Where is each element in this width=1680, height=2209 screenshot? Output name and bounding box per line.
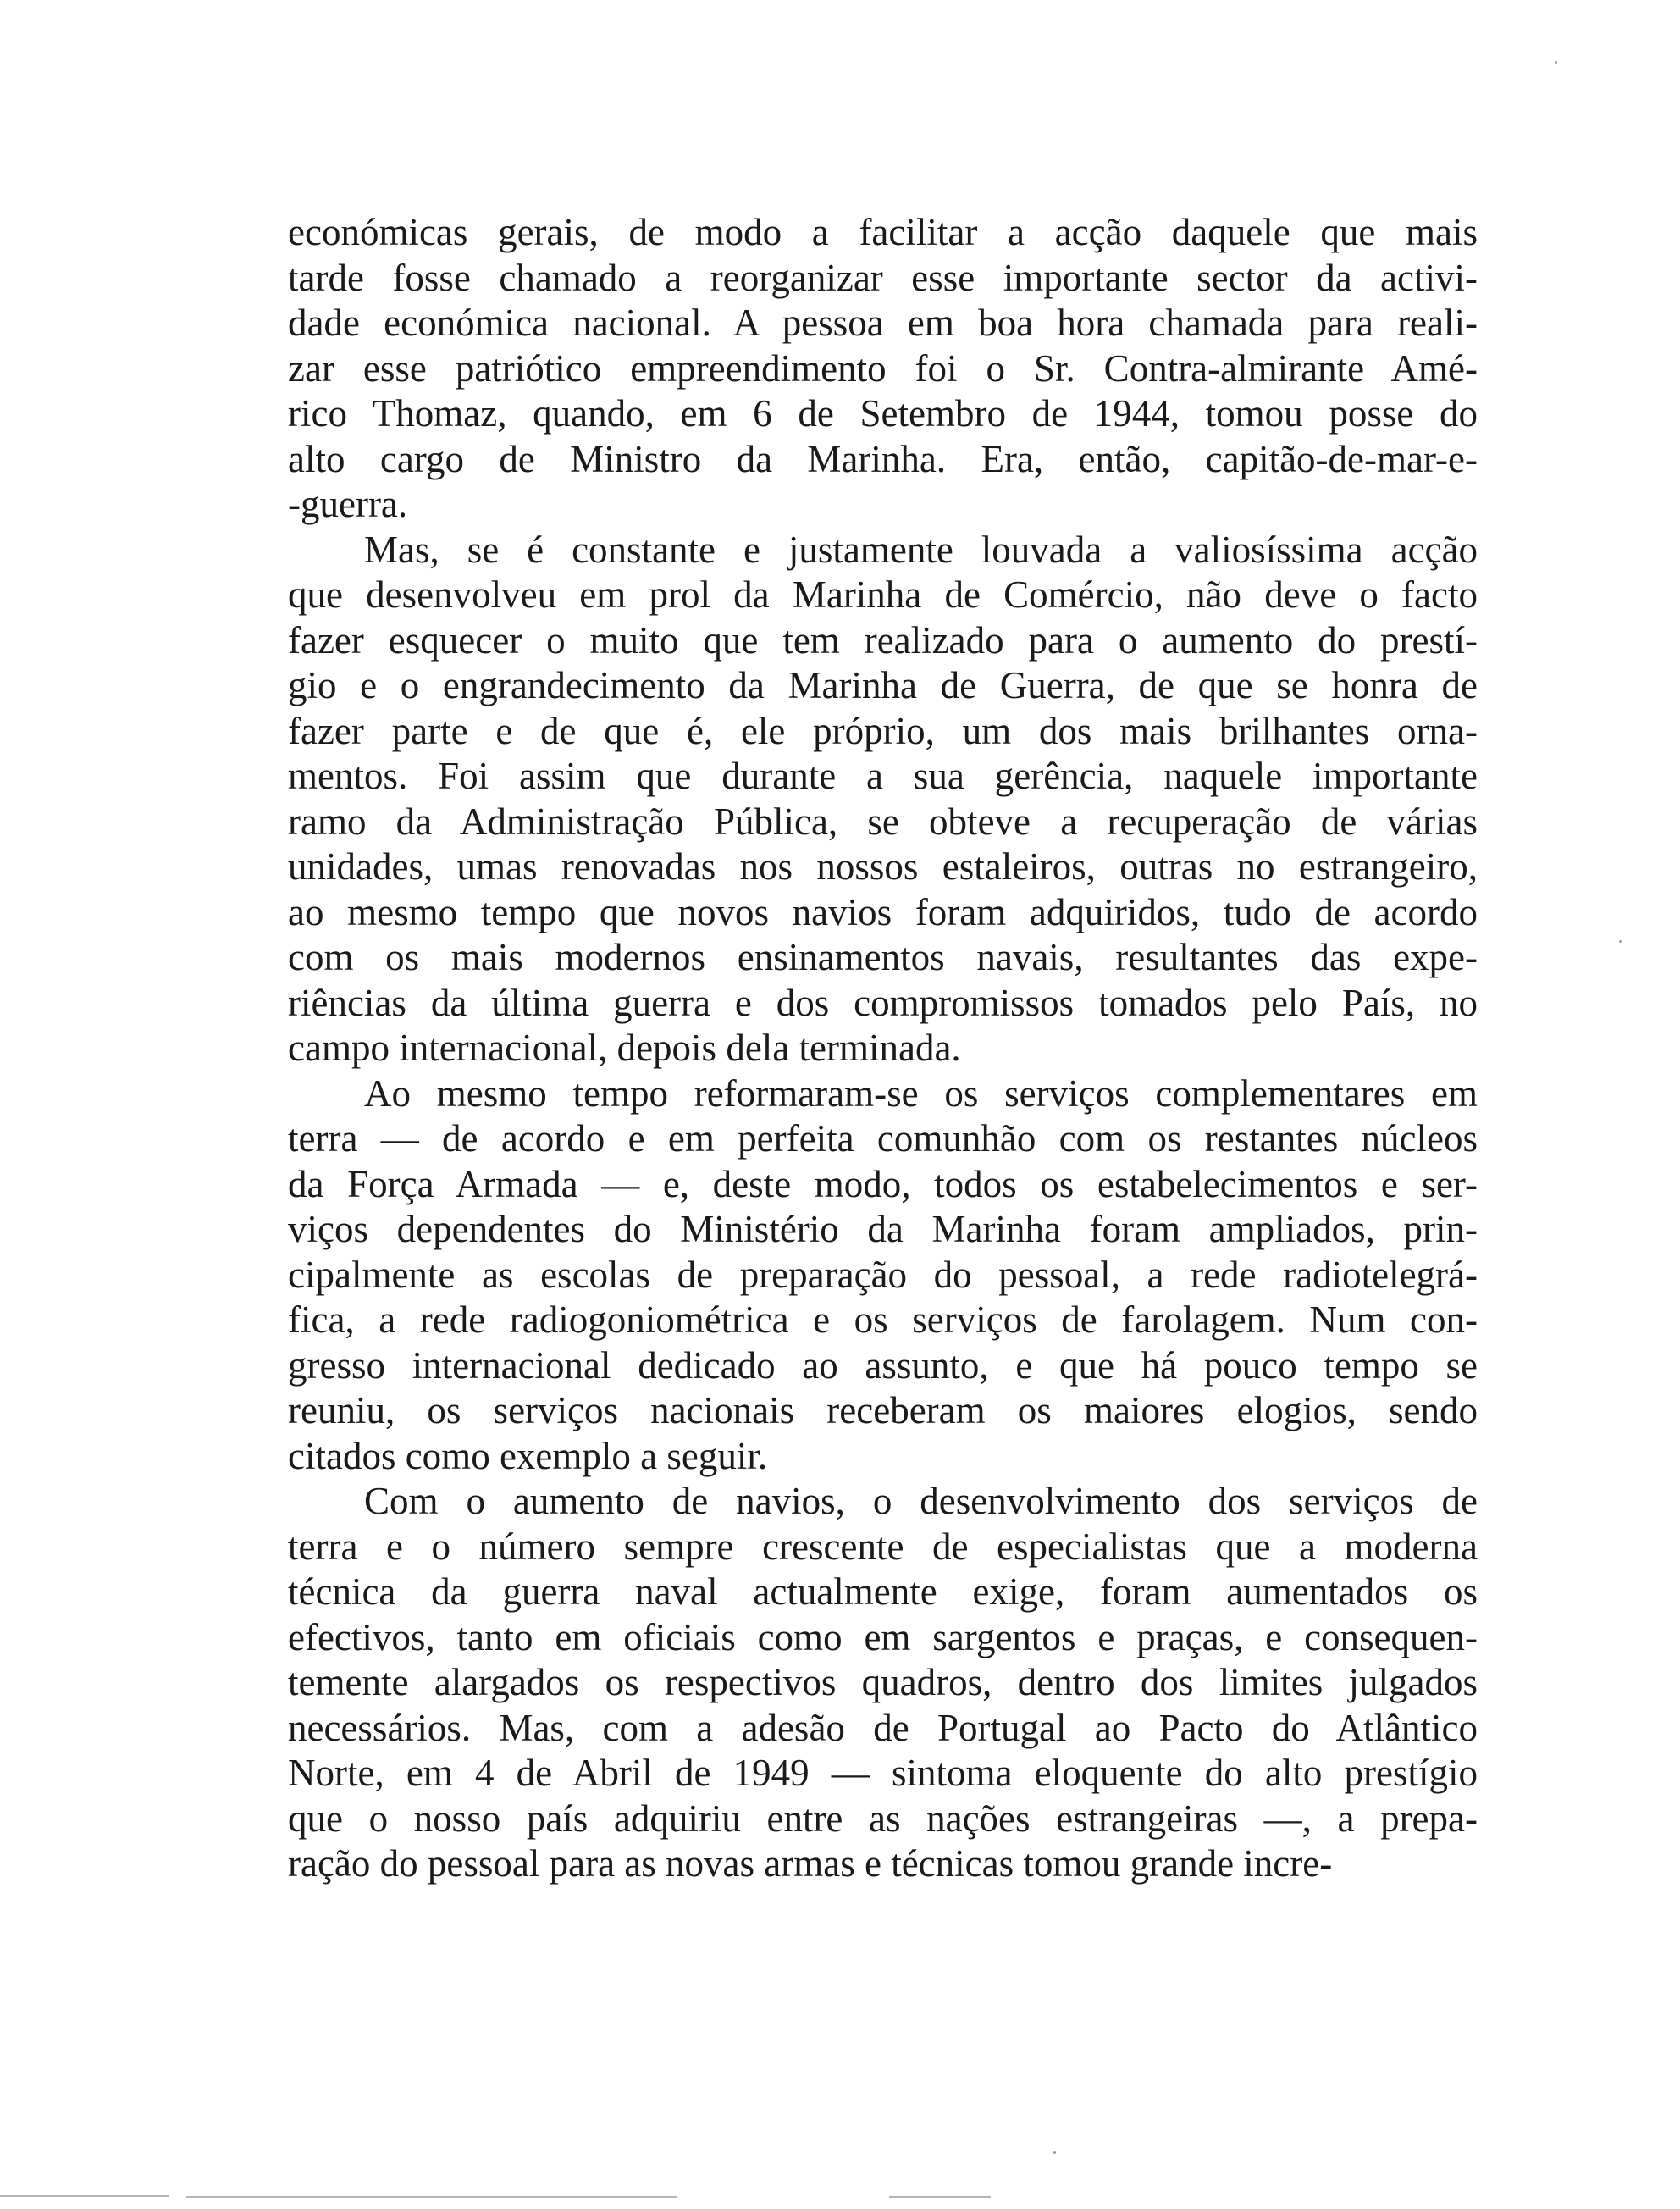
text-line: ramo da Administração Pública, se obteve a recuperação de várias (288, 800, 1478, 843)
paragraph (288, 210, 1478, 528)
text-line: tarde fosse chamado a reorganizar esse importante sector da activi- (288, 256, 1478, 299)
text-line: fazer parte e de que é, ele próprio, um dos mais brilhantes orna- (288, 709, 1478, 752)
body-text (288, 210, 1478, 1887)
scan-line-middle (186, 2196, 677, 2198)
text-line: viços dependentes do Ministério da Marinha foram ampliados, prin- (288, 1208, 1478, 1250)
text-line: gresso internacional dedicado ao assunto, e que há pouco tempo se (288, 1343, 1478, 1387)
text-line: alto cargo de Ministro da Marinha. Era, então, capitão-de-mar-e- (288, 437, 1478, 480)
text-line: mentos. Foi assim que durante a sua gerência, naquele importante (288, 755, 1478, 797)
text-line: fazer esquecer o muito que tem realizado para o aumento do prestí- (288, 618, 1478, 662)
text-line: terra — de acordo e em perfeita comunhão com os restantes núcleos (288, 1117, 1478, 1160)
text-line: citados como exemplo a seguir. (288, 1434, 768, 1477)
text-line: ao mesmo tempo que novos navios foram adquiridos, tudo de acordo (288, 890, 1478, 933)
paragraph (288, 528, 1478, 1071)
text-line: fica, a rede radiogoniométrica e os serviços de farolagem. Num con- (288, 1298, 1478, 1341)
scan-line-right (889, 2196, 991, 2198)
text-line: Mas, se é constante e justamente louvada a valiosíssima acção (364, 528, 1478, 571)
text-line: cipalmente as escolas de preparação do pessoal, a rede radiotelegrá- (288, 1253, 1478, 1296)
text-line: temente alargados os respectivos quadros, dentro dos limites julgados (288, 1661, 1478, 1703)
scan-line-left (0, 2195, 169, 2197)
text-line: gio e o engrandecimento da Marinha de Guerra, de que se honra de (288, 664, 1478, 706)
paragraph (288, 1479, 1478, 1887)
text-line: da Força Armada — e, deste modo, todos os estabelecimentos e ser- (288, 1162, 1478, 1205)
text-line: rico Thomaz, quando, em 6 de Setembro de 1944, tomou posse do (288, 392, 1478, 435)
text-line: reuniu, os serviços nacionais receberam os maiores elogios, sendo (288, 1389, 1478, 1431)
text-line: efectivos, tanto em oficiais como em sargentos e praças, e consequen- (288, 1615, 1478, 1658)
text-line: Com o aumento de navios, o desenvolvimento dos serviços de (364, 1480, 1478, 1522)
text-line: terra e o número sempre crescente de especialistas que a moderna (288, 1525, 1478, 1568)
text-line: -guerra. (288, 483, 408, 525)
scan-dot-right (1619, 940, 1622, 943)
text-line: riências da última guerra e dos compromissos tomados pelo País, no (288, 981, 1478, 1024)
scan-dot-bottom (1053, 2151, 1056, 2154)
text-line: económicas gerais, de modo a facilitar a acção daquele que mais (288, 211, 1478, 253)
scan-dot-top-right (1555, 61, 1557, 64)
text-line: Ao mesmo tempo reformaram-se os serviços complementares em (364, 1071, 1478, 1115)
text-line: zar esse patriótico empreendimento foi o Sr. Contra-almirante Amé- (288, 346, 1478, 390)
text-line: ração do pessoal para as novas armas e técnicas tomou grande incre- (288, 1842, 1333, 1885)
text-line: dade económica nacional. A pessoa em boa hora chamada para reali- (288, 302, 1478, 344)
paragraph (288, 1071, 1478, 1480)
text-line: unidades, umas renovadas nos nossos estaleiros, outras no estrangeiro, (288, 845, 1478, 888)
text-line: necessários. Mas, com a adesão de Portugal ao Pacto do Atlântico (288, 1706, 1478, 1749)
text-line: com os mais modernos ensinamentos navais, resultantes das expe- (288, 936, 1478, 978)
text-line: campo internacional, depois dela terminada. (288, 1027, 961, 1069)
text-line: Norte, em 4 de Abril de 1949 — sintoma eloquente do alto prestígio (288, 1752, 1478, 1794)
text-line: que o nosso país adquiriu entre as nações estrangeiras —, a prepa- (288, 1797, 1478, 1840)
text-line: que desenvolveu em prol da Marinha de Comércio, não deve o facto (288, 573, 1478, 616)
text-line: técnica da guerra naval actualmente exige, foram aumentados os (288, 1570, 1478, 1613)
